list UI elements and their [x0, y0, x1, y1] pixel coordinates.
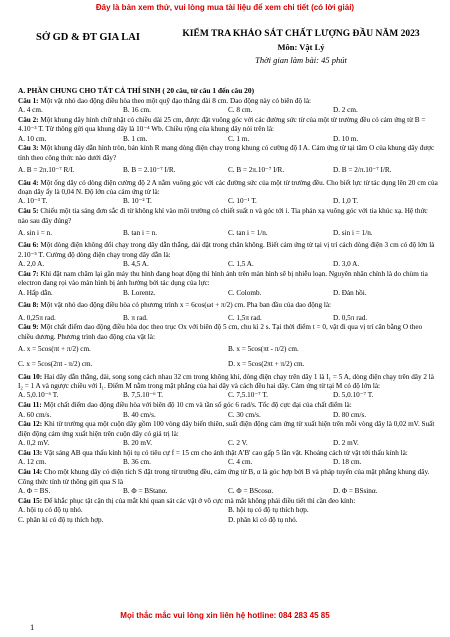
question-6 [18, 241, 438, 260]
option-d: D. 80 cm/s. [333, 410, 367, 419]
question-text: Hai dây dẫn thẳng, dài, song song cách nhau 32 cm trong không khí, dòng điện chạy trên dây 1 là I₁ = 5 A, dòng điện chạy trên dây 2 là I₂ = 1 A và ngược chiều với I₁. Điểm M nằm trong mặt phẳng của hai dây và cách đều hai dây. Cảm ứng từ tại M có độ lớn là: [18, 372, 434, 391]
question-label: Câu 11: [18, 401, 42, 410]
question-text: Một khung dây dẫn hình tròn, bán kính R mang dòng điện chạy trong khung có cường độ I A. Cảm ứng từ tại tâm O của khung dây được tính theo công thức nào dưới đây? [18, 144, 435, 162]
question-9 [18, 323, 438, 342]
option-d: D. phân kì có độ tụ nhỏ. [228, 515, 298, 524]
option-c: C. x = 5cos(2πt - π/2) cm. [18, 359, 93, 368]
question-2-options [18, 135, 438, 144]
question-label: Câu 15: [18, 496, 43, 505]
exam-content [18, 86, 438, 525]
question-text: Chiếu một tia sáng đơn sắc đi từ không khí vào môi trường có chiết suất n và góc tới i. Tia phản xạ vuông góc với tia khúc xạ. Hệ thức nào sau đây đúng? [18, 207, 428, 225]
option-b: B. x = 5cos(πt - π/2) cm. [228, 344, 299, 353]
question-15-options [18, 506, 438, 525]
option-c: C. 4 cm. [228, 458, 253, 467]
question-9-options [18, 342, 438, 372]
document-header [10, 28, 442, 66]
department-name: SỞ GD & ĐT GIA LAI [36, 32, 140, 43]
exam-subject: Môn: Vật Lý [277, 42, 325, 53]
question-3-options [18, 163, 438, 178]
question-text: Một chất điểm dao động điều hòa dọc theo trục Ox với biên độ 5 cm, chu kì 2 s. Tại thời điểm t = 0, vật đi qua vị trí cân bằng O theo chiều dương. Phương trình dao động của vật là: [18, 323, 423, 341]
option-d: D. 10 m. [333, 134, 359, 143]
option-a: A. B = 2π.10⁻⁷ R/I. [18, 165, 75, 174]
question-13-options [18, 458, 438, 467]
question-3 [18, 144, 438, 163]
option-b: B. 40 cm/s. [123, 410, 156, 419]
option-a: A. 5,0.10⁻⁶ T. [18, 391, 59, 400]
question-8 [18, 299, 438, 314]
option-c: C. Φ = BScosα. [228, 486, 274, 495]
option-c: C. phân kì có độ tụ thích hợp. [18, 515, 104, 524]
option-d: D. 1,0 T. [333, 197, 359, 206]
option-d: D. Φ = BSsinα. [333, 486, 378, 495]
question-label: Câu 1: [18, 96, 39, 105]
option-b: B. hội tụ có độ tụ thích hợp. [228, 506, 309, 515]
question-label: Câu 9: [18, 323, 39, 332]
question-label: Câu 3: [18, 144, 39, 153]
question-4-options [18, 197, 438, 206]
option-d: D. B = 2/π.10⁻⁷ I/R. [333, 165, 392, 174]
option-d: D. 2 mV. [333, 439, 359, 448]
question-10 [18, 373, 438, 392]
option-c: C. 10⁻¹ T. [228, 197, 257, 206]
option-b: B. tan i = n. [123, 228, 158, 237]
question-text: Cho một khung dây có diện tích S đặt trong từ trường đều, cảm ứng từ B, α là góc hợp bởi B và pháp tuyến của mặt phẳng khung dây. Công thức tính từ thông gửi qua S là [18, 468, 430, 486]
option-b: B. 20 mV. [123, 439, 153, 448]
option-a: A. 4 cm. [18, 105, 43, 114]
question-12-options [18, 439, 438, 448]
question-1 [18, 97, 438, 106]
option-b: B. B = 2.10⁻⁷ I/R. [123, 165, 176, 174]
question-text: Để khắc phục tật cận thị của mắt khi quan sát các vật ở vô cực mà mắt không phải điều tiết thì cần đeo kính: [43, 496, 356, 505]
option-b: B. 10⁻² T. [123, 197, 152, 206]
option-b: B. 1 cm. [123, 134, 148, 143]
option-a: A. Φ = BS. [18, 486, 51, 495]
option-c: C. 7,5.10⁻⁷ T. [228, 391, 268, 400]
question-text: Một ống dây có dòng điện cường độ 2 A nằm vuông góc với các đường sức của một từ trường đều. Cho biết lực từ tác dụng lên 20 cm của đoạn dây ấy là 0,04 N. Độ lớn của cảm ứng từ là: [18, 178, 438, 196]
option-a: A. 0,2 mV. [18, 439, 50, 448]
option-c: C. 2 V. [228, 439, 248, 448]
option-a: A. hội tụ có độ tụ nhỏ. [18, 506, 83, 515]
preview-banner: Đây là bản xem thử, vui lòng mua tài liệu để xem chi tiết (có lời giải) [95, 3, 355, 12]
question-text: Một vật nhỏ dao động điều hòa có phương trình x = 6cos(ωt + π/2) cm. Pha ban đầu của dao động là: [40, 301, 332, 310]
option-c: C. 1,5π rad. [228, 313, 262, 322]
question-text: Một dòng điện không đổi chạy trong dây dẫn thẳng, dài đặt trong chân không. Biết cảm ứng từ tại vị trí cách dòng điện 3 cm có độ lớn là 2.10⁻⁵ T. Cường độ dòng điện chạy trong dây dẫn là: [18, 241, 435, 259]
question-5 [18, 207, 438, 226]
option-c: C. 8 cm. [228, 105, 253, 114]
exam-time: Thời gian làm bài: 45 phút [255, 55, 347, 66]
question-text: Vật sáng AB qua thấu kính hội tụ có tiêu cự f = 15 cm cho ảnh thật A'B' cao gấp 5 lần vật. Khoảng cách từ vật tới thấu kính là: [43, 449, 408, 458]
question-14-options [18, 487, 438, 496]
option-b: B. 4,5 A. [123, 260, 149, 269]
question-label: Câu 4: [18, 178, 39, 187]
option-b: B. 16 cm. [123, 105, 151, 114]
option-a: A. 10⁻³ T. [18, 197, 48, 206]
option-a: A. 12 cm. [18, 458, 47, 467]
question-label: Câu 13: [18, 449, 43, 458]
page-number: 1 [30, 622, 35, 632]
option-b: B. Φ = BStanα. [123, 486, 168, 495]
question-7-options [18, 289, 438, 298]
option-d: D. 3,0 A. [333, 260, 360, 269]
option-d: D. x = 5cos(2πt + π/2) cm. [228, 359, 305, 368]
question-text: Khi từ trường qua một cuộn dây gồm 100 vòng dây biến thiên, suất điện động cảm ứng từ xuất hiện trên mỗi vòng dây là 0,02 mV. Suất điện động cảm ứng xuất hiện trên cuộn dây có giá trị là: [18, 420, 435, 438]
option-d: D. 5,0.10⁻⁷ T. [333, 391, 374, 400]
option-b: B. 7,5.10⁻⁶ T. [123, 391, 163, 400]
option-a: A. 0,25π rad. [18, 313, 56, 322]
question-label: Câu 7: [18, 270, 39, 279]
question-11 [18, 401, 438, 410]
option-d: D. Đàn hồi. [333, 288, 367, 297]
question-label: Câu 6: [18, 241, 39, 250]
question-14 [18, 468, 438, 487]
exam-info [160, 28, 442, 66]
question-5-options [18, 226, 438, 241]
option-c: C. 30 cm/s. [228, 410, 261, 419]
question-11-options [18, 411, 438, 420]
question-text: Một vật nhỏ dao động điều hòa theo một quỹ đạo thẳng dài 8 cm. Dao động này có biên độ là: [40, 96, 312, 105]
exam-title: KIỂM TRA KHẢO SÁT CHẤT LƯỢNG ĐẦU NĂM 2023 [182, 29, 420, 39]
question-10-options [18, 391, 438, 400]
question-text: Khi đặt nam châm lại gần máy thu hình đang hoạt động thì hình ảnh trên màn hình sẽ bị nhiễu loạn. Nguyên nhân chính là do chùm tia electron đang rọi vào màn hình bị ảnh hưởng bởi tác dụng của lực: [18, 270, 428, 288]
question-12 [18, 420, 438, 439]
option-a: A. Hấp dẫn. [18, 288, 53, 297]
question-13 [18, 449, 438, 458]
option-c: C. 1,5 A. [228, 260, 254, 269]
question-label: Câu 12: [18, 420, 43, 429]
question-4 [18, 179, 438, 198]
question-8-options [18, 314, 438, 323]
option-d: D. 2 cm. [333, 105, 358, 114]
option-d: D. 18 cm. [333, 458, 362, 467]
question-text: Một chất điểm dao động điều hòa với biên độ 10 cm và tần số góc 6 rad/s. Tốc độ cực đại của chất điểm là: [43, 401, 352, 410]
option-c: C. Colomb. [228, 288, 262, 297]
option-c: C. tan i = 1/n. [228, 228, 268, 237]
option-a: A. sin i = n. [18, 228, 53, 237]
question-2 [18, 116, 438, 135]
question-label: Câu 5: [18, 207, 39, 216]
option-b: B. Lorentz. [123, 288, 156, 297]
question-6-options [18, 260, 438, 269]
question-7 [18, 270, 438, 289]
option-b: B. 36 cm. [123, 458, 151, 467]
question-text: Một khung dây hình chữ nhật có chiều dài 25 cm, được đặt vuông góc với các đường sức từ của một từ trường đều có cảm ứng từ B = 4.10⁻³ T. Từ thông gửi qua khung dây là 10⁻⁴ Wb. Chiều rộng của khung dây nói trên là: [18, 115, 426, 134]
option-a: A. 2,0 A. [18, 260, 45, 269]
question-label: Câu 14: [18, 468, 43, 477]
question-label: Câu 10: [18, 372, 43, 381]
question-1-options [18, 106, 438, 115]
question-label: Câu 2: [18, 115, 39, 124]
option-c: C. 1 m. [228, 134, 250, 143]
option-a: A. 10 cm. [18, 134, 47, 143]
question-label: Câu 8: [18, 301, 39, 310]
hotline-banner: Mọi thắc mắc vui lòng xin liên hệ hotline: 084 283 45 85 [120, 611, 330, 620]
question-15 [18, 497, 438, 506]
section-title: A. PHẦN CHUNG CHO TẤT CẢ THÍ SINH ( 20 câu, từ câu 1 đến câu 20) [18, 86, 255, 95]
option-d: D. sin i = 1/n. [333, 228, 373, 237]
option-b: B. π rad. [123, 313, 148, 322]
option-d: D. 0,5π rad. [333, 313, 368, 322]
option-a: A. 60 cm/s. [18, 410, 52, 419]
option-a: A. x = 5cos(πt + π/2) cm. [18, 344, 91, 353]
option-c: C. B = 2π.10⁻⁷ I/R. [228, 165, 285, 174]
